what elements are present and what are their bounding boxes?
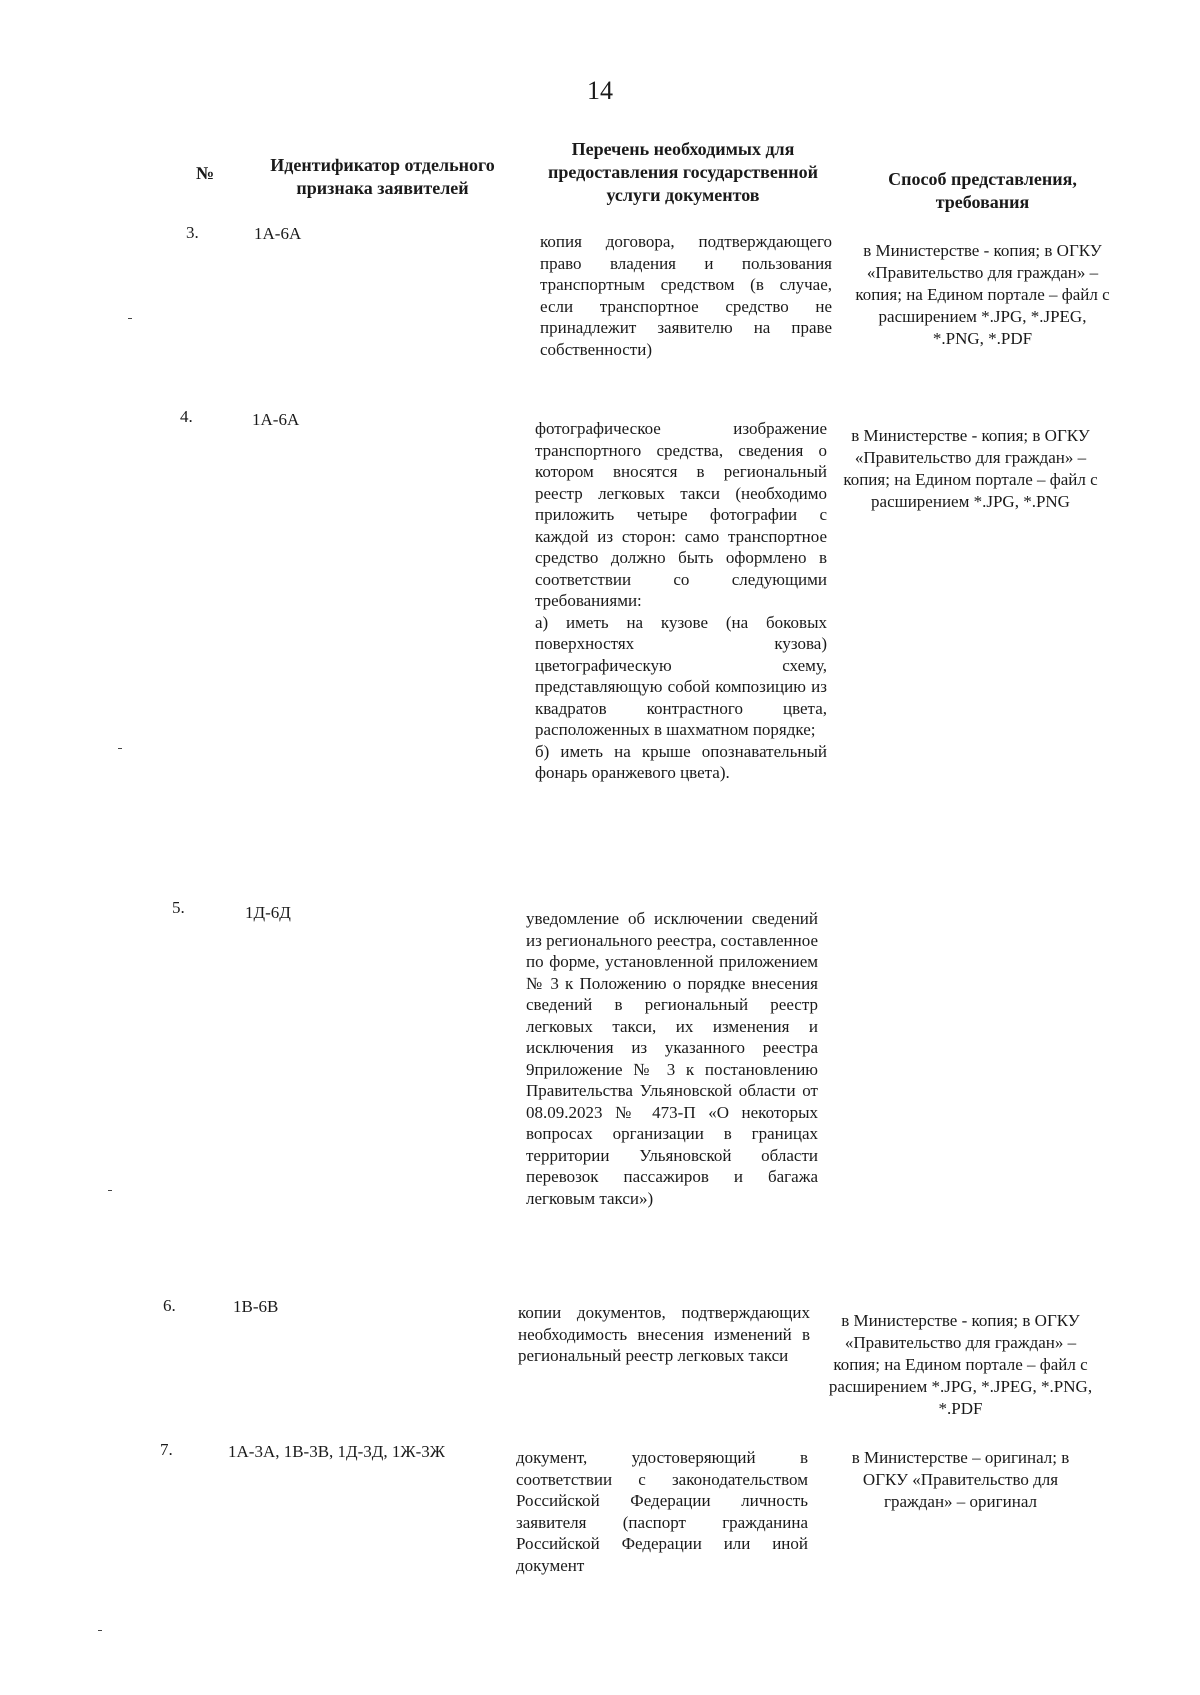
row-number: 6.	[163, 1296, 176, 1315]
header-method: Способ представления, требования	[888, 169, 1077, 212]
row-identifier: 1Д-6Д	[245, 903, 291, 922]
scan-mark	[108, 1190, 112, 1191]
row-document: уведомление об исключении сведений из регионального реестра, составленное по форме, установленной приложением № 3 к Положению о порядке внесения сведений в региональный реестр легковых такси, их изменения и исключения из указанного реестра 9приложение № 3 к постановлению Правительства Ульяновской области от 08.09.2023 № 473-П «О некоторых вопросах организации в границах территории Ульяновской области перевозок пассажиров и багажа легковым такси»)	[526, 909, 818, 1208]
row-method: в Министерстве - копия; в ОГКУ «Правительство для граждан» –копия; на Едином портале – файл с расширением *.JPG, *.JPEG, *.PNG, *.PDF	[828, 1311, 1093, 1418]
row-document-main: фотографическое изображение транспортного средства, сведения о котором вносятся в региональный реестр легковых такси (необходимо приложить четыре фотографии с каждой из сторон: само транспортное средство должно быть оформлено в соответствии со следующими требованиями:	[535, 419, 827, 610]
row-identifier: 1В-6В	[233, 1297, 279, 1316]
row-document: документ, удостоверяющий в соответствии с законодательством Российской Федерации личность заявителя (паспорт гражданина Российской Федерации или иной документ	[516, 1448, 808, 1575]
row-method: в Министерстве - копия; в ОГКУ «Правительство для граждан» –копия; на Едином портале – файл с расширением *.JPG, *.PNG	[843, 426, 1098, 511]
row-document: копии документов, подтверждающих необходимость внесения изменений в региональный реестр легковых такси	[518, 1303, 810, 1365]
row-document-item-b: б) иметь на крыше опознавательный фонарь оранжевого цвета).	[535, 741, 827, 782]
scan-mark	[128, 318, 132, 319]
row-identifier: 1А-6А	[252, 410, 300, 429]
row-document: копия договора, подтверждающего право владения и пользования транспортным средством (в случае, если транспортное средство не принадлежит заявителю на праве собственности)	[540, 232, 832, 359]
row-number: 7.	[160, 1440, 173, 1459]
row-document-item-a: а) иметь на кузове (на боковых поверхностях кузова) цветографическую схему, представляющую собой композицию из квадратов контрастного цвета, расположенных в шахматном порядке;	[535, 612, 827, 739]
header-documents: Перечень необходимых для предоставления государственной услуги документов	[548, 139, 818, 205]
row-identifier: 1А-6А	[254, 224, 302, 243]
page-number: 14	[587, 76, 613, 105]
row-identifier: 1А-3А, 1В-3В, 1Д-3Д, 1Ж-3Ж	[228, 1442, 446, 1461]
header-number: №	[196, 163, 215, 183]
scan-mark	[98, 1630, 102, 1631]
row-number: 3.	[186, 223, 199, 242]
row-number: 5.	[172, 898, 185, 917]
scan-mark	[118, 748, 122, 749]
row-method: в Министерстве - копия; в ОГКУ «Правительство для граждан» –копия; на Едином портале – файл с расширением *.JPG, *.JPEG, *.PNG, *.PDF	[855, 241, 1110, 348]
header-identifier: Идентификатор отдельного признака заявителей	[270, 155, 495, 198]
row-document	[535, 418, 827, 784]
row-number: 4.	[180, 407, 193, 426]
row-method: в Министерстве – оригинал; в ОГКУ «Правительство для граждан» – оригинал	[851, 1448, 1070, 1511]
